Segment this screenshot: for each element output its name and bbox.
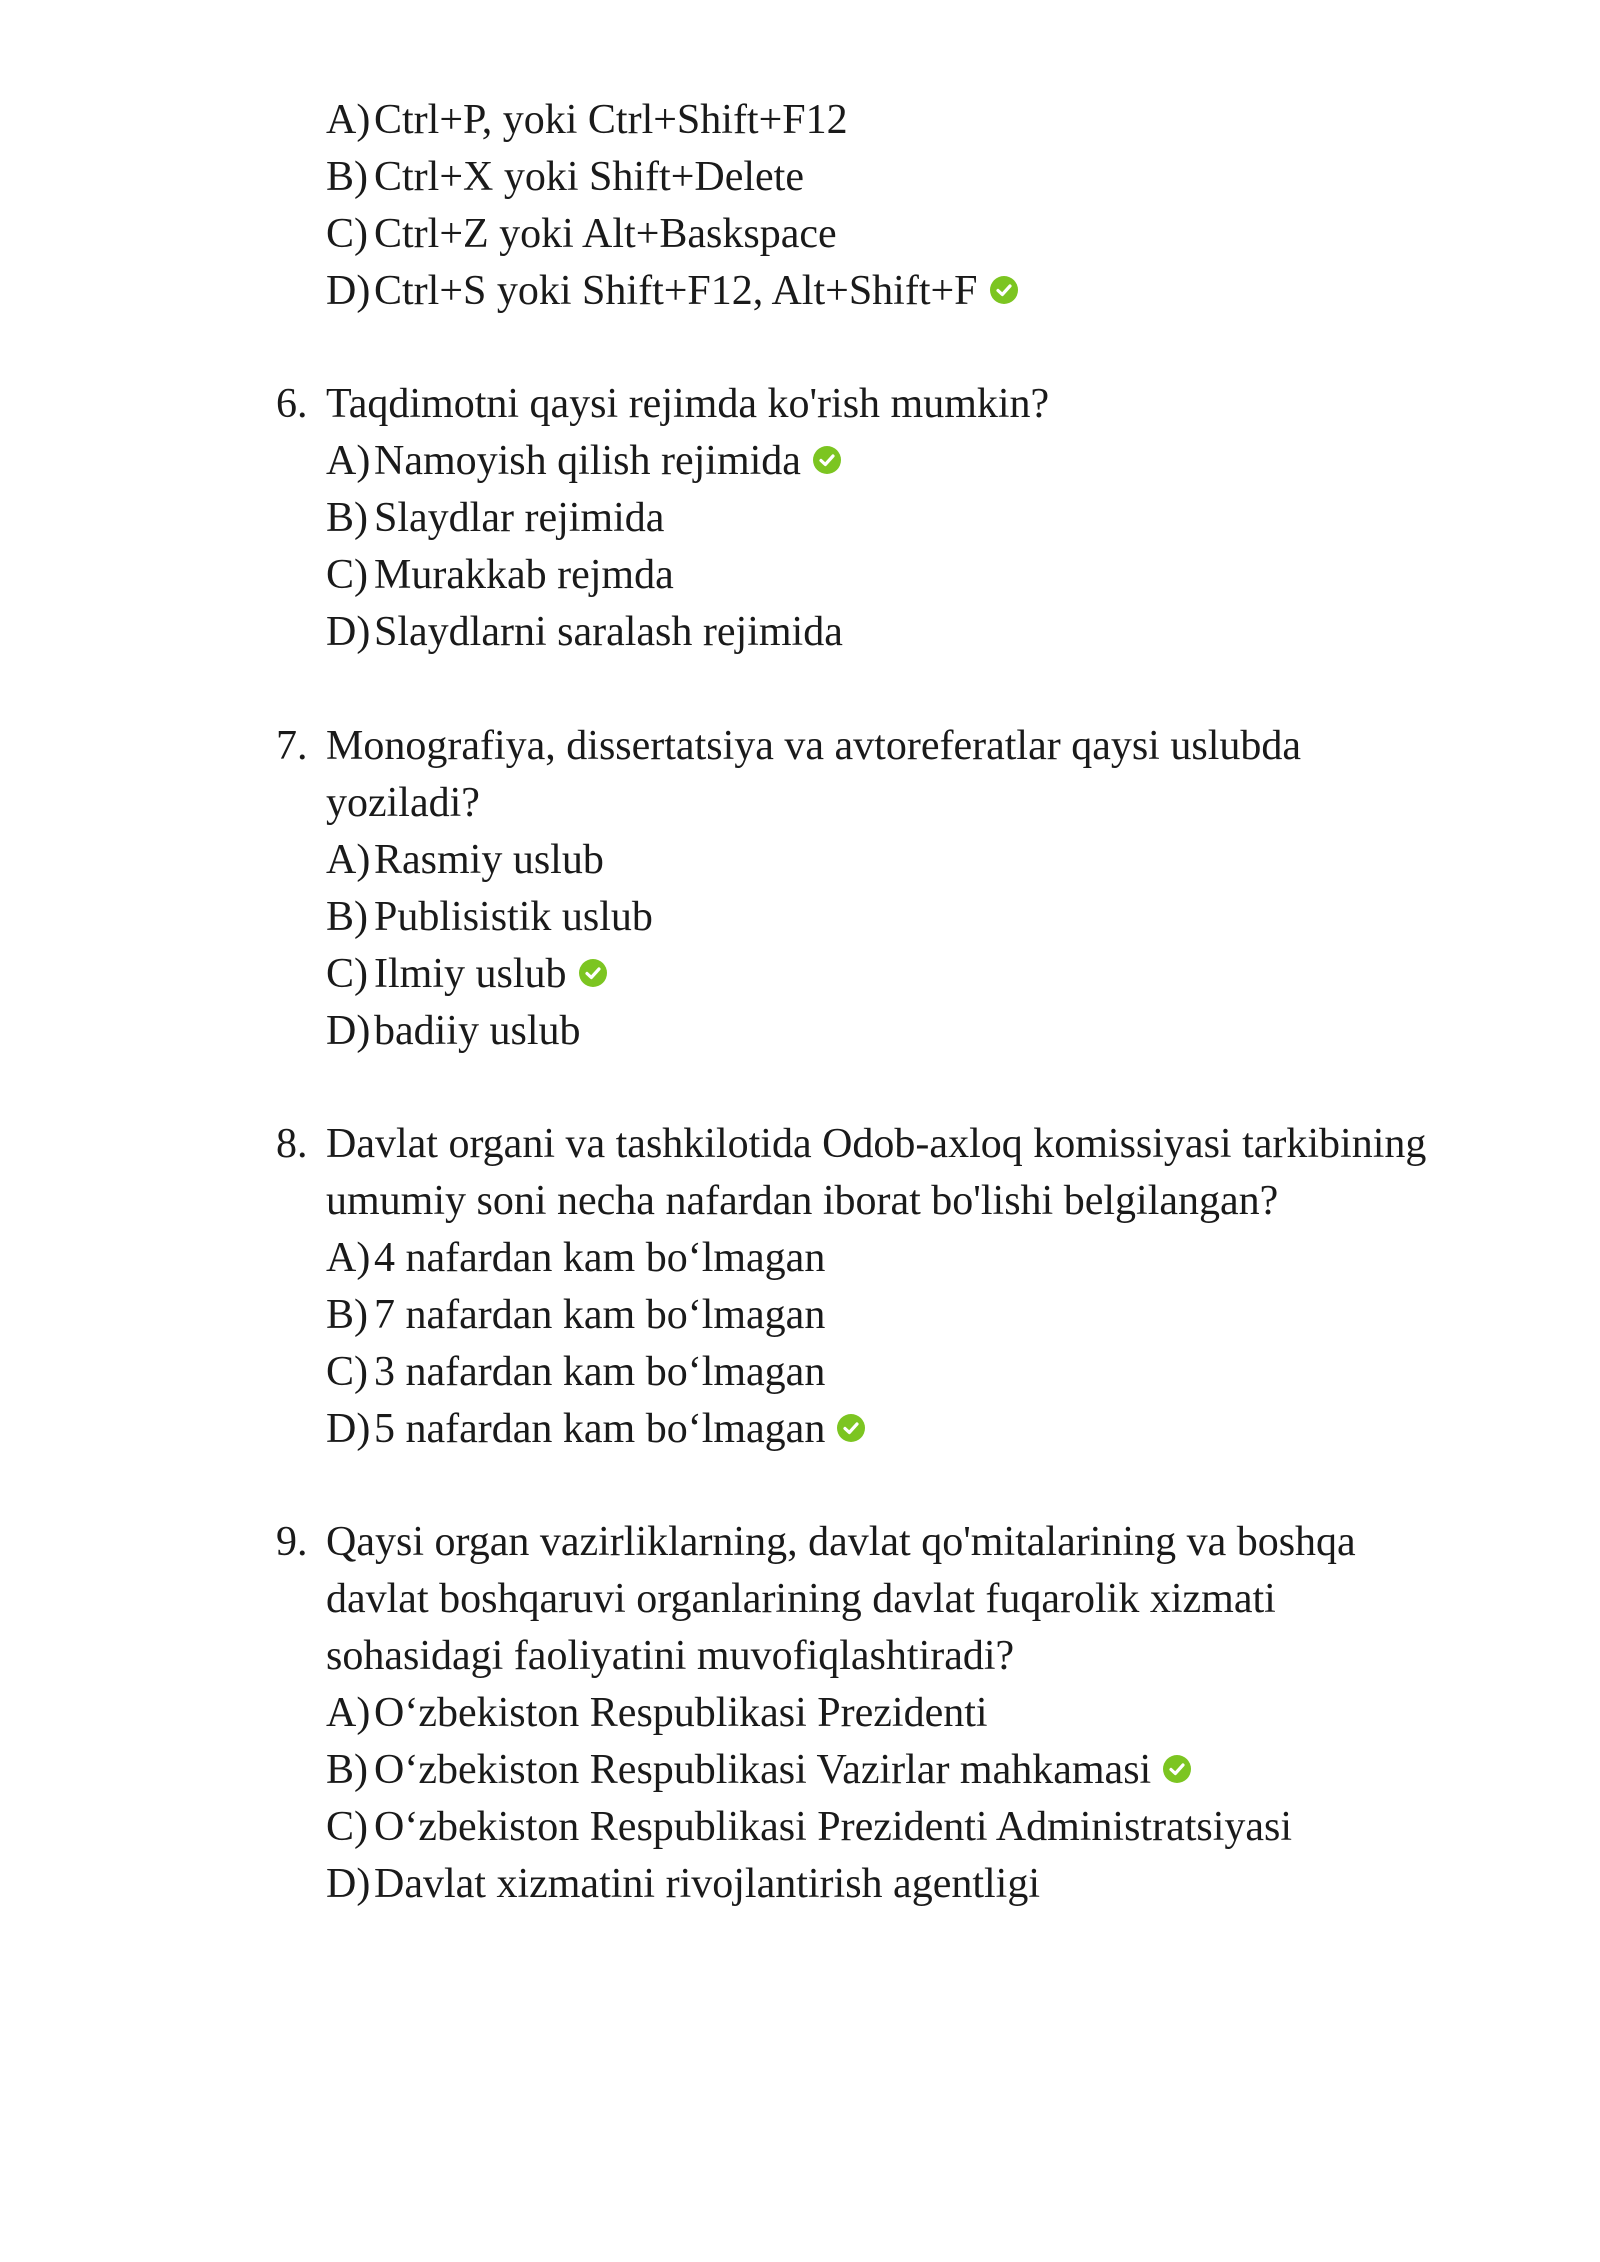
option-text: Murakkab rejmda	[374, 552, 674, 598]
check-circle-icon	[837, 1414, 865, 1442]
option-7a: A)Rasmiy uslub	[326, 837, 604, 883]
option-text: 5 nafardan kam bo‘lmagan	[374, 1406, 826, 1452]
option-text: Ctrl+S yoki Shift+F12, Alt+Shift+F	[374, 268, 978, 314]
check-circle-icon	[1163, 1755, 1191, 1783]
option-5c: C) Ctrl+Z yoki Alt+Baskspace	[326, 211, 837, 257]
option-text: O‘zbekiston Respublikasi Prezidenti	[374, 1690, 988, 1736]
option-text: badiiy uslub	[374, 1008, 581, 1054]
check-circle-icon	[813, 446, 841, 474]
option-text: 7 nafardan kam bo‘lmagan	[374, 1292, 826, 1338]
question-number: 9.	[276, 1519, 308, 1565]
question-text: Taqdimotni qaysi rejimda ko'rish mumkin?	[326, 381, 1050, 427]
option-9d: D)Davlat xizmatini rivojlantirish agentligi	[326, 1861, 1041, 1907]
option-9a: A)O‘zbekiston Respublikasi Prezidenti	[326, 1690, 988, 1736]
question-text-line-1: Monografiya, dissertatsiya va avtoreferatlar qaysi uslubda	[326, 723, 1302, 769]
option-8d: D)5 nafardan kam bo‘lmagan	[326, 1405, 865, 1453]
option-7b: B) Publisistik uslub	[326, 894, 653, 940]
option-text: Namoyish qilish rejimida	[374, 438, 801, 484]
option-6b: B) Slaydlar rejimida	[326, 495, 665, 541]
option-text: 3 nafardan kam bo‘lmagan	[374, 1349, 826, 1395]
option-9c: C) O‘zbekiston Respublikasi Prezidenti Administratsiyasi	[326, 1804, 1293, 1850]
option-7c: C) Ilmiy uslub	[326, 950, 607, 998]
option-9b: B) O‘zbekiston Respublikasi Vazirlar mahkamasi	[326, 1746, 1191, 1794]
option-text: Ctrl+Z yoki Alt+Baskspace	[374, 211, 837, 257]
option-5b: B) Ctrl+X yoki Shift+Delete	[326, 154, 804, 200]
question-text-line-2: davlat boshqaruvi organlarining davlat fuqarolik xizmati	[326, 1576, 1276, 1622]
option-5a: A)Ctrl+P, yoki Ctrl+Shift+F12	[326, 97, 848, 143]
option-text: Slaydlarni saralash rejimida	[374, 609, 843, 655]
option-text: Ctrl+P, yoki Ctrl+Shift+F12	[374, 97, 848, 143]
option-text: Davlat xizmatini rivojlantirish agentligi	[374, 1861, 1041, 1907]
option-6d: D)Slaydlarni saralash rejimida	[326, 609, 843, 655]
check-circle-icon	[579, 959, 607, 987]
question-text-line-1: Qaysi organ vazirliklarning, davlat qo'mitalarining va boshqa	[326, 1519, 1356, 1565]
question-number: 8.	[276, 1121, 308, 1167]
option-text: O‘zbekiston Respublikasi Vazirlar mahkamasi	[374, 1747, 1152, 1793]
option-text: 4 nafardan kam bo‘lmagan	[374, 1235, 826, 1281]
question-number: 6.	[276, 381, 308, 427]
option-5d: D)Ctrl+S yoki Shift+F12, Alt+Shift+F	[326, 267, 1018, 315]
option-text: Ctrl+X yoki Shift+Delete	[374, 154, 804, 200]
question-text-line-1: Davlat organi va tashkilotida Odob-axloq komissiyasi tarkibining	[326, 1121, 1427, 1167]
option-text: O‘zbekiston Respublikasi Prezidenti Administratsiyasi	[374, 1804, 1293, 1850]
check-circle-icon	[990, 276, 1018, 304]
option-8c: C) 3 nafardan kam bo‘lmagan	[326, 1349, 826, 1395]
option-6c: C) Murakkab rejmda	[326, 552, 674, 598]
question-text-line-2: yoziladi?	[326, 780, 480, 826]
option-6a: A)Namoyish qilish rejimida	[326, 437, 841, 485]
option-8b: B) 7 nafardan kam bo‘lmagan	[326, 1292, 826, 1338]
option-text: Publisistik uslub	[374, 894, 653, 940]
question-number: 7.	[276, 723, 308, 769]
option-text: Ilmiy uslub	[374, 951, 567, 997]
option-8a: A)4 nafardan kam bo‘lmagan	[326, 1235, 826, 1281]
question-text-line-3: sohasidagi faoliyatini muvofiqlashtiradi?	[326, 1633, 1015, 1679]
option-text: Slaydlar rejimida	[374, 495, 665, 541]
option-text: Rasmiy uslub	[374, 837, 604, 883]
question-text-line-2: umumiy soni necha nafardan iborat bo'lishi belgilangan?	[326, 1178, 1279, 1224]
option-7d: D)badiiy uslub	[326, 1008, 581, 1054]
